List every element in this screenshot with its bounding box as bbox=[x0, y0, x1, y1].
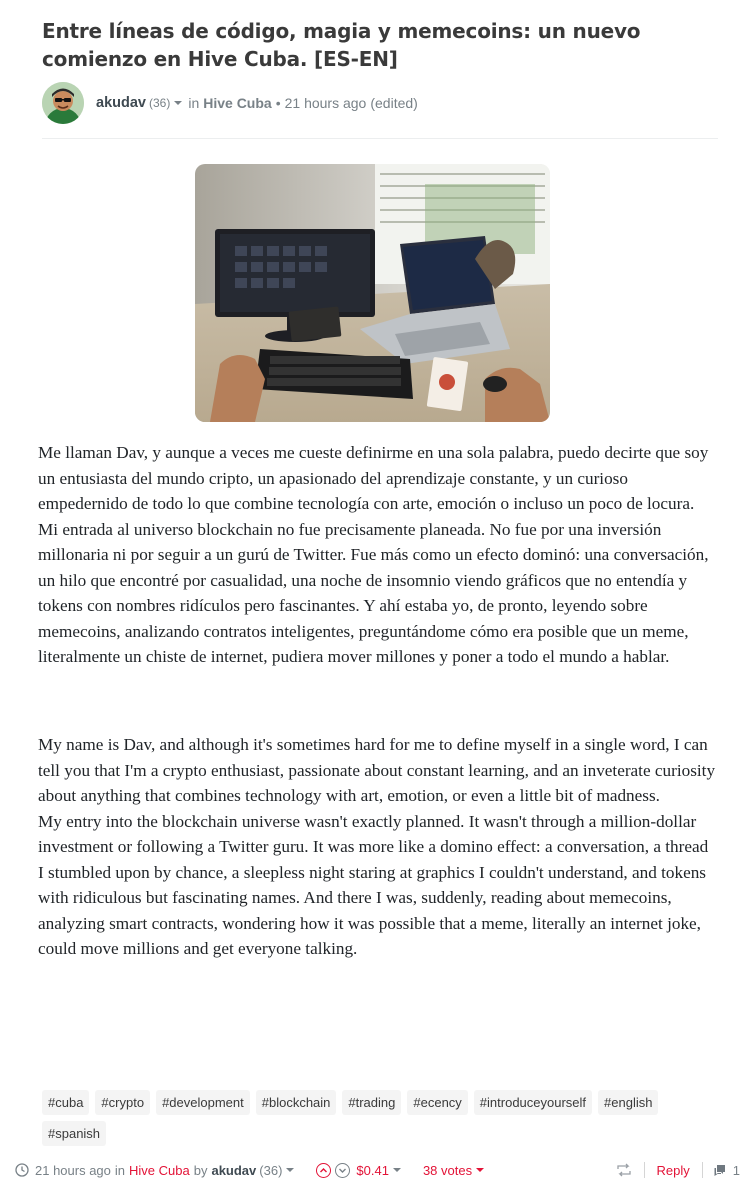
tag-ecency[interactable]: #ecency bbox=[407, 1090, 467, 1115]
tag-list bbox=[42, 1090, 682, 1146]
upvote-icon[interactable] bbox=[316, 1163, 331, 1178]
post-footer bbox=[15, 1159, 740, 1181]
paragraph-en: My name is Dav, and although it's sometimes hard for me to define myself in a single word, I can tell you that I'm a crypto enthusiast, passionate about constant learning, and an inveterate curiosity about anything that combines technology with art, emotion, or even a little bit of madness. My entry into the blockchain universe wasn't exactly planned. It wasn't through a million-dollar investment or following a Twitter guru. It was more like a domino effect: a conversation, a thread I stumbled upon by chance, a sleepless night staring at graphics I couldn't understand, and tokens with ridiculous but fascinating names. And there I was, suddenly, reading about memecoins, analyzing smart contracts, wondering how it was possible that a meme, literally an internet joke, could move millions and get everyone talking. bbox=[38, 735, 716, 958]
tag-introduceyourself[interactable]: #introduceyourself bbox=[474, 1090, 592, 1115]
tag-cuba[interactable]: #cuba bbox=[42, 1090, 89, 1115]
downvote-icon[interactable] bbox=[335, 1163, 350, 1178]
footer-divider bbox=[644, 1162, 645, 1178]
edited-label: (edited) bbox=[370, 95, 418, 111]
footer-community-link[interactable]: Hive Cuba bbox=[129, 1162, 190, 1178]
votes-count[interactable]: 38 votes bbox=[422, 1162, 473, 1178]
paragraph-es: Me llaman Dav, y aunque a veces me cueste definirme en una sola palabra, puedo decirte que soy un entusiasta del mundo cripto, un apasionado del aprendizaje constante, y un curioso empedernido de todo lo que combine tecnología con arte, emoción o incluso un poco de locura. Mi entrada al universo blockchain no fue precisamente planeada. No fue por una inversión millonaria ni por seguir a un gurú de Twitter. Fue más como un efecto dominó: una conversación, un hilo que encontré por casualidad, una noche de insomnio viendo gráficos que no entendía y tokens con nombres ridículos pero fascinantes. Y ahí estaba yo, de pronto, leyendo sobre memecoins, analizando contratos inteligentes, preguntándome cómo era posible que un meme, literalmente un chiste de internet, pudiera mover millones y poner a todo el mundo a hablar. bbox=[38, 443, 709, 666]
footer-in-label: in bbox=[114, 1162, 126, 1178]
post-author-row bbox=[42, 82, 722, 124]
community-link[interactable]: Hive Cuba bbox=[203, 95, 272, 111]
post-title: Entre líneas de código, magia y memecoins: un nuevo comienzo en Hive Cuba. [ES-EN] bbox=[42, 19, 641, 71]
author-avatar[interactable] bbox=[42, 82, 84, 124]
footer-by-label: by bbox=[193, 1162, 208, 1178]
comment-icon[interactable] bbox=[713, 1163, 727, 1177]
reblog-icon[interactable] bbox=[616, 1163, 632, 1177]
footer-author[interactable]: akudav bbox=[211, 1162, 257, 1178]
author-reputation: (36) bbox=[148, 96, 171, 110]
footer-time: 21 hours ago bbox=[35, 1162, 111, 1178]
comment-count[interactable]: 1 bbox=[732, 1162, 740, 1178]
post-time: 21 hours ago bbox=[284, 95, 367, 111]
reply-button[interactable]: Reply bbox=[656, 1162, 690, 1178]
post-body-spanish bbox=[38, 440, 718, 670]
header-divider bbox=[42, 138, 718, 139]
post-image[interactable] bbox=[195, 164, 550, 422]
meta-separator: • bbox=[275, 95, 281, 111]
footer-divider-2 bbox=[702, 1162, 703, 1178]
author-name[interactable]: akudav bbox=[96, 95, 146, 111]
tag-development[interactable]: #development bbox=[156, 1090, 250, 1115]
payout-value[interactable]: $0.41 bbox=[356, 1162, 389, 1178]
tag-blockchain[interactable]: #blockchain bbox=[256, 1090, 337, 1115]
footer-author-chevron-down-icon[interactable] bbox=[286, 1168, 294, 1172]
payout-chevron-down-icon[interactable] bbox=[393, 1168, 401, 1172]
post-body-english bbox=[38, 732, 718, 962]
in-label: in bbox=[188, 95, 200, 111]
post-meta bbox=[96, 95, 418, 111]
tag-english[interactable]: #english bbox=[598, 1090, 658, 1115]
tag-trading[interactable]: #trading bbox=[342, 1090, 401, 1115]
footer-reputation: (36) bbox=[259, 1162, 283, 1178]
tag-crypto[interactable]: #crypto bbox=[95, 1090, 150, 1115]
votes-chevron-down-icon[interactable] bbox=[476, 1168, 484, 1172]
author-menu-chevron-down-icon[interactable] bbox=[174, 101, 182, 105]
tag-spanish[interactable]: #spanish bbox=[42, 1121, 106, 1146]
clock-icon bbox=[15, 1163, 29, 1177]
